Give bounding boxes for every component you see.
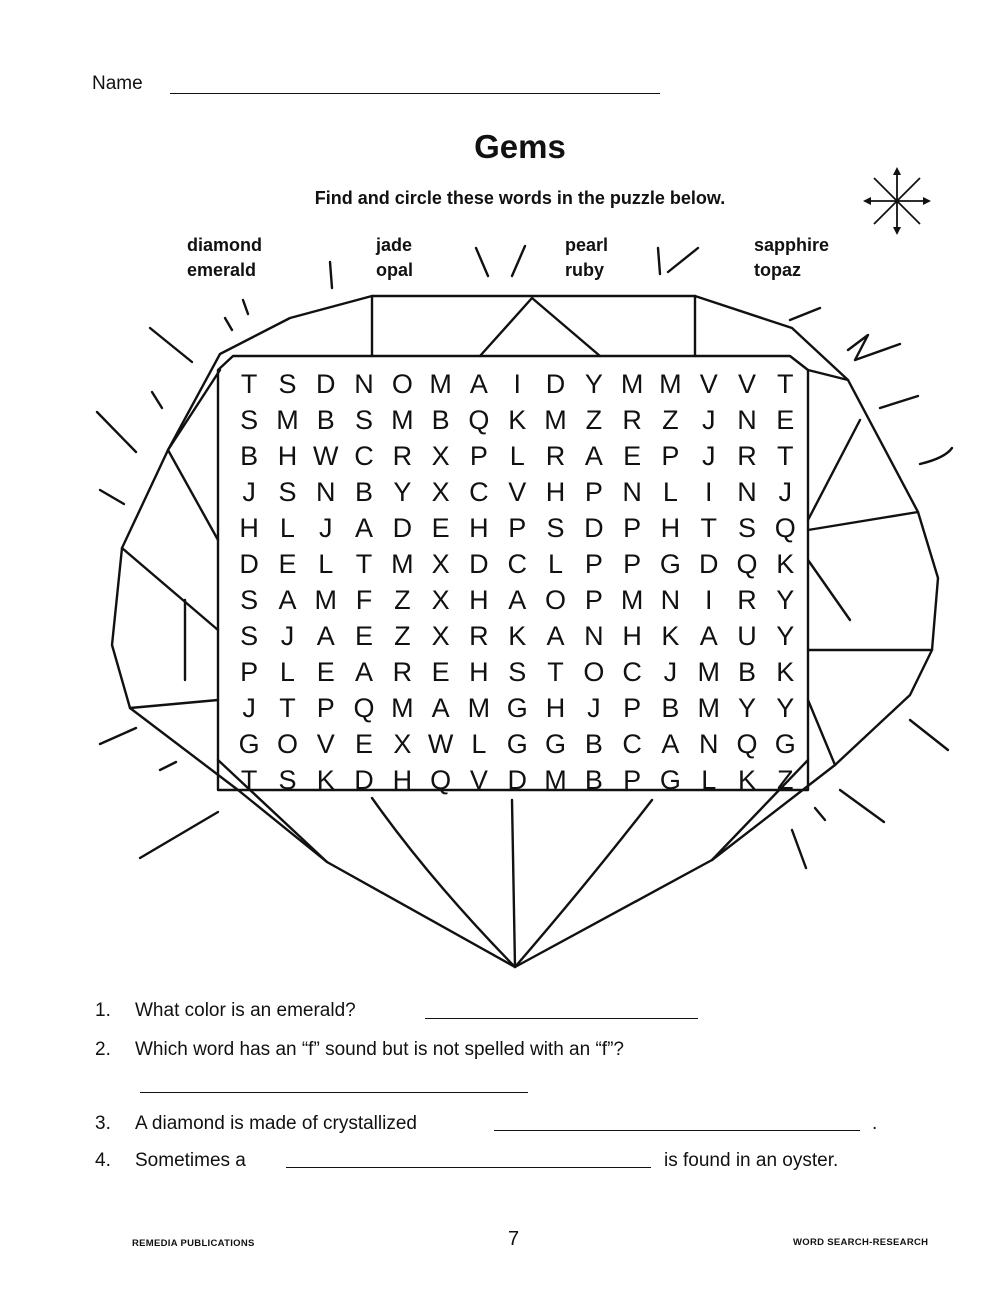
grid-cell[interactable]: I [704,477,713,507]
word-item: jade [376,235,413,255]
grid-cell[interactable]: B [661,693,680,723]
grid-cell[interactable]: K [776,657,795,687]
grid-cell[interactable]: S [546,513,565,543]
grid-cell[interactable]: N [698,729,719,759]
grid-cell[interactable]: Z [394,621,411,651]
grid-cell[interactable]: Q [468,405,490,435]
grid-cell[interactable]: H [469,513,489,543]
grid-cell[interactable]: H [469,585,489,615]
grid-row [230,762,805,798]
grid-cell[interactable]: T [777,441,794,471]
question-2 [95,1039,624,1061]
grid-cell[interactable]: D [392,513,413,543]
grid-cell[interactable]: H [277,441,298,471]
grid-cell[interactable]: N [660,585,681,615]
grid-cell[interactable]: A [508,585,527,615]
grid-cell[interactable]: J [701,405,716,435]
grid-cell[interactable]: S [278,477,297,507]
grid-cell[interactable]: S [278,765,297,795]
grid-cell[interactable]: L [701,765,717,795]
grid-cell[interactable]: T [279,693,296,723]
grid-cell[interactable]: L [471,729,487,759]
grid-cell[interactable]: P [623,549,642,579]
grid-cell[interactable]: D [354,765,374,795]
answer-2-field[interactable] [140,1092,528,1093]
question-text: What color is an emerald? [135,1000,356,1021]
grid-cell[interactable]: H [469,657,489,687]
grid-cell[interactable]: R [469,621,489,651]
word-item: opal [376,260,414,280]
grid-cell[interactable]: V [469,765,488,795]
grid-cell[interactable]: M [544,405,567,435]
question-3-end: . [872,1113,878,1134]
grid-cell[interactable]: L [279,513,295,543]
grid-row [230,690,805,726]
grid-cell[interactable]: J [318,513,333,543]
grid-cell[interactable]: X [431,441,450,471]
grid-row [230,438,805,474]
grid-cell[interactable]: R [622,405,642,435]
grid-cell[interactable]: E [623,441,642,471]
grid-cell[interactable]: N [584,621,604,651]
word-item: pearl [565,235,609,255]
publisher-credit: REMEDIA PUBLICATIONS [132,1238,255,1249]
grid-cell[interactable]: R [545,441,566,471]
grid-cell[interactable]: M [467,693,491,723]
answer-4-field[interactable] [286,1167,651,1168]
answer-1-field[interactable] [425,1018,698,1019]
grid-cell[interactable]: E [431,657,450,687]
question-text: Sometimes a [135,1150,246,1171]
grid-cell[interactable]: D [315,369,336,399]
question-number: 1. [95,1000,111,1021]
grid-cell[interactable]: A [699,621,718,651]
grid-cell[interactable]: S [738,513,757,543]
grid-cell[interactable]: P [661,441,680,471]
grid-cell[interactable]: T [240,765,258,795]
grid-cell[interactable]: Y [776,693,795,723]
grid-row [230,726,805,762]
grid-cell[interactable]: F [355,585,373,615]
grid-cell[interactable]: P [623,513,642,543]
grid-cell[interactable]: A [546,621,565,651]
grid-cell[interactable]: P [623,765,642,795]
grid-cell[interactable]: M [391,405,414,435]
word-item: ruby [565,260,605,280]
grid-cell[interactable]: P [508,513,527,543]
grid-cell[interactable]: J [242,477,256,507]
series-title: WORD SEARCH-RESEARCH [793,1237,929,1248]
question-number: 4. [95,1150,111,1171]
grid-cell[interactable]: M [391,693,414,723]
grid-cell[interactable]: P [584,549,603,579]
grid-cell[interactable]: R [392,657,413,687]
grid-cell[interactable]: S [240,585,259,615]
grid-cell[interactable]: O [545,585,567,615]
grid-cell[interactable]: P [584,477,603,507]
grid-cell[interactable]: D [507,765,527,795]
grid-cell[interactable]: D [239,549,259,579]
word-search-grid [230,366,805,798]
grid-cell[interactable]: A [469,369,488,399]
grid-cell[interactable]: M [620,585,644,615]
grid-cell[interactable]: J [701,441,716,471]
grid-cell[interactable]: W [313,441,339,471]
grid-cell[interactable]: D [698,549,719,579]
grid-cell[interactable]: M [391,549,414,579]
grid-cell[interactable]: C [469,477,489,507]
grid-cell[interactable]: X [431,621,450,651]
grid-row [230,582,805,618]
grid-cell[interactable]: A [431,693,450,723]
grid-cell[interactable]: C [354,441,374,471]
grid-cell[interactable]: H [392,765,413,795]
grid-cell[interactable]: X [393,729,412,759]
grid-cell[interactable]: B [355,477,374,507]
grid-cell[interactable]: P [240,657,259,687]
grid-cell[interactable]: D [584,513,604,543]
grid-cell[interactable]: A [278,585,297,615]
grid-cell[interactable]: I [513,369,521,399]
grid-cell[interactable]: P [469,441,488,471]
grid-cell[interactable]: G [659,549,681,579]
grid-cell[interactable]: A [316,621,335,651]
grid-cell[interactable]: K [316,765,335,795]
word-item: topaz [754,260,801,280]
question-number: 3. [95,1113,111,1134]
grid-cell[interactable]: T [240,369,258,399]
grid-cell[interactable]: H [660,513,681,543]
grid-row [230,510,805,546]
grid-cell[interactable]: M [659,369,682,399]
grid-cell[interactable]: S [240,405,259,435]
grid-cell[interactable]: C [622,729,642,759]
grid-cell[interactable]: J [778,477,793,507]
grid-cell[interactable]: L [509,441,525,471]
grid-cell[interactable]: X [431,477,450,507]
grid-cell[interactable]: D [545,369,566,399]
grid-cell[interactable]: E [355,729,374,759]
grid-cell[interactable]: Z [662,405,679,435]
grid-cell[interactable]: Q [736,549,758,579]
grid-cell[interactable]: X [431,585,450,615]
grid-cell[interactable]: V [316,729,335,759]
grid-cell[interactable]: N [737,405,757,435]
grid-cell[interactable]: B [240,441,259,471]
grid-cell[interactable]: H [545,693,566,723]
page-title: Gems [474,128,566,165]
grid-cell[interactable]: E [316,657,335,687]
grid-cell[interactable]: L [318,549,334,579]
grid-cell[interactable]: Z [777,765,794,795]
question-4 [95,1150,246,1172]
grid-cell[interactable]: Y [738,693,757,723]
grid-cell[interactable]: C [622,657,642,687]
grid-row [230,366,805,402]
grid-cell[interactable]: R [392,441,413,471]
grid-cell[interactable]: A [661,729,680,759]
grid-cell[interactable]: B [584,729,603,759]
grid-cell[interactable]: G [545,729,567,759]
grid-cell[interactable]: R [737,441,757,471]
grid-cell[interactable]: G [506,729,528,759]
grid-cell[interactable]: P [623,693,642,723]
question-3 [95,1113,417,1135]
grid-cell[interactable]: B [431,405,450,435]
grid-row [230,546,805,582]
grid-cell[interactable]: W [427,729,454,759]
grid-cell[interactable]: E [355,621,374,651]
grid-cell[interactable]: M [314,585,337,615]
grid-cell[interactable]: V [699,369,718,399]
grid-cell[interactable]: Y [393,477,412,507]
grid-cell[interactable]: A [355,657,374,687]
grid-cell[interactable]: Q [353,693,375,723]
grid-cell[interactable]: Z [585,405,603,435]
question-text: Which word has an “f” sound but is not spelled with an “f”? [135,1039,624,1060]
grid-cell[interactable]: V [508,477,527,507]
grid-cell[interactable]: M [697,657,720,687]
grid-cell[interactable]: Y [584,369,603,399]
grid-row [230,402,805,438]
question-number: 2. [95,1039,111,1060]
grid-cell[interactable]: O [391,369,413,399]
instructions: Find and circle these words in the puzzle below. [314,188,726,208]
grid-cell[interactable]: C [507,549,527,579]
page-number: 7 [508,1228,520,1250]
grid-cell[interactable]: B [738,657,757,687]
grid-cell[interactable]: L [548,549,564,579]
word-item: sapphire [754,235,830,255]
grid-cell[interactable]: K [508,405,527,435]
grid-cell[interactable]: T [700,513,717,543]
grid-cell[interactable]: E [776,405,795,435]
grid-cell[interactable]: U [737,621,757,651]
grid-cell[interactable]: N [622,477,642,507]
grid-cell[interactable]: S [278,369,297,399]
grid-cell[interactable]: H [239,513,259,543]
grid-cell[interactable]: H [545,477,566,507]
answer-3-field[interactable] [494,1130,860,1131]
grid-cell[interactable]: Q [430,765,452,795]
grid-cell[interactable]: J [280,621,295,651]
question-1 [95,1000,356,1022]
grid-cell[interactable]: G [506,693,528,723]
grid-cell[interactable]: N [354,369,374,399]
grid-cell[interactable]: T [355,549,373,579]
grid-cell[interactable]: H [622,621,642,651]
grid-cell[interactable]: A [584,441,603,471]
grid-cell[interactable]: J [587,693,601,723]
grid-cell[interactable]: K [738,765,757,795]
grid-cell[interactable]: O [583,657,605,687]
grid-cell[interactable]: B [316,405,335,435]
grid-cell[interactable]: O [276,729,298,759]
grid-cell[interactable]: P [584,585,603,615]
question-text: A diamond is made of crystallized [135,1113,417,1134]
grid-cell[interactable]: G [659,765,681,795]
grid-cell[interactable]: K [508,621,527,651]
grid-cell[interactable]: M [697,693,720,723]
grid-cell[interactable]: L [662,477,678,507]
grid-cell[interactable]: S [508,657,527,687]
grid-cell[interactable]: Y [776,621,795,651]
grid-row [230,618,805,654]
grid-cell[interactable]: E [278,549,297,579]
grid-cell[interactable]: T [777,369,794,399]
question-4-end: is found in an oyster. [664,1150,839,1171]
grid-cell[interactable]: S [355,405,374,435]
grid-cell[interactable]: Q [736,729,758,759]
grid-cell[interactable]: M [620,369,644,399]
grid-cell[interactable]: J [242,693,256,723]
name-label: Name [92,73,143,94]
grid-cell[interactable]: M [544,765,567,795]
grid-cell[interactable]: D [469,549,489,579]
grid-cell[interactable]: K [661,621,680,651]
word-item: emerald [187,260,257,280]
grid-cell[interactable]: Y [776,585,795,615]
grid-cell[interactable]: V [738,369,757,399]
grid-cell[interactable]: X [431,549,450,579]
grid-row [230,654,805,690]
grid-cell[interactable]: M [276,405,299,435]
word-item: diamond [187,235,262,255]
grid-cell[interactable]: T [547,657,564,687]
grid-cell[interactable]: L [279,657,295,687]
grid-row [230,474,805,510]
grid-cell[interactable]: G [774,729,796,759]
grid-cell[interactable]: B [584,765,603,795]
grid-cell[interactable]: J [663,657,678,687]
grid-cell[interactable]: E [431,513,450,543]
grid-cell[interactable]: A [355,513,374,543]
grid-cell[interactable]: N [315,477,336,507]
grid-cell[interactable]: S [240,621,259,651]
grid-cell[interactable]: Z [394,585,411,615]
grid-cell[interactable]: P [316,693,335,723]
grid-cell[interactable]: N [737,477,757,507]
grid-cell[interactable]: I [704,585,713,615]
grid-cell[interactable]: Q [774,513,796,543]
grid-cell[interactable]: K [776,549,795,579]
grid-cell[interactable]: M [429,369,452,399]
grid-cell[interactable]: R [737,585,757,615]
grid-cell[interactable]: G [238,729,260,759]
